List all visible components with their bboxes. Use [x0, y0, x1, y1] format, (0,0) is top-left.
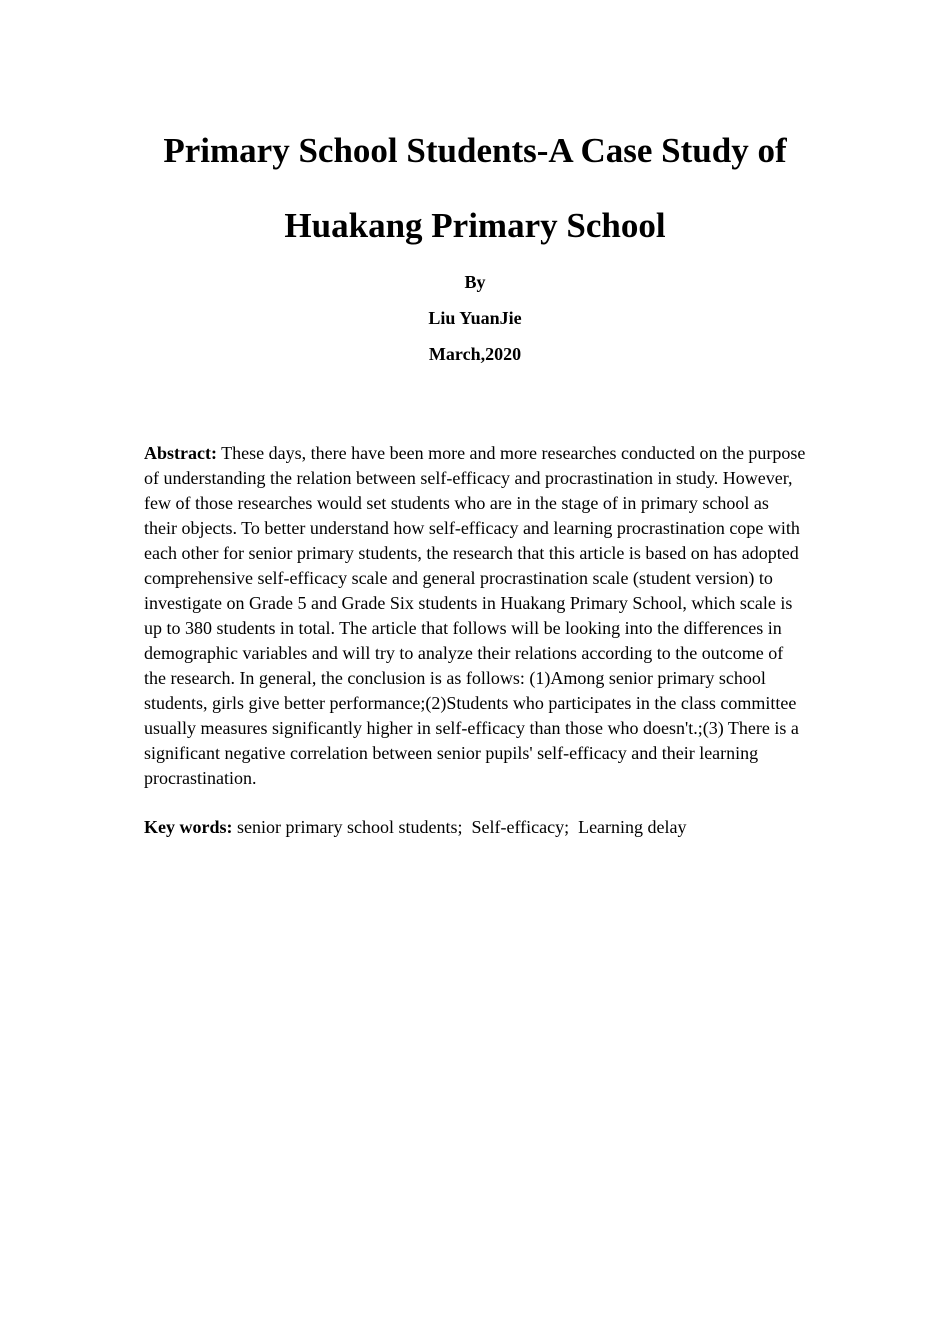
abstract-text: These days, there have been more and more researches conducted on the purpose of understanding the relation between self-efficacy and procrastination in study. However, few of those researches would set students who are in the stage of in primary school as their objects. To better understand how self-efficacy and learning procrastination cope with each other for senior primary students, the research that this article is based on has adopted comprehensive self-efficacy scale and general procrastination scale (student version) to investigate on Grade 5 and Grade Six students in Huakang Primary School, which scale is up to 380 students in total. The article that follows will be looking into the differences in demographic variables and will try to analyze their relations according to the outcome of the research. In general, the conclusion is as follows: (1)Among senior primary school students, girls give better performance;(2)Students who participates in the class committee usually measures significantly higher in self-efficacy than those who doesn't.;(3) There is a significant negative correlation between senior pupils' self-efficacy and their learning procrastination. [144, 443, 806, 788]
author-name: Liu YuanJie [428, 308, 522, 328]
paper-title-line-1: Primary School Students-A Case Study of [163, 131, 787, 170]
abstract [144, 441, 806, 791]
publication-date: March,2020 [428, 344, 522, 364]
keywords-text: senior primary school students; Self-efficacy; Learning delay [237, 817, 687, 837]
keywords [144, 815, 806, 840]
abstract-label: Abstract: [144, 443, 217, 463]
paper-title-line-2: Huakang Primary School [284, 206, 666, 245]
keywords-label: Key words: [144, 817, 233, 837]
byline-by: By [464, 272, 486, 292]
